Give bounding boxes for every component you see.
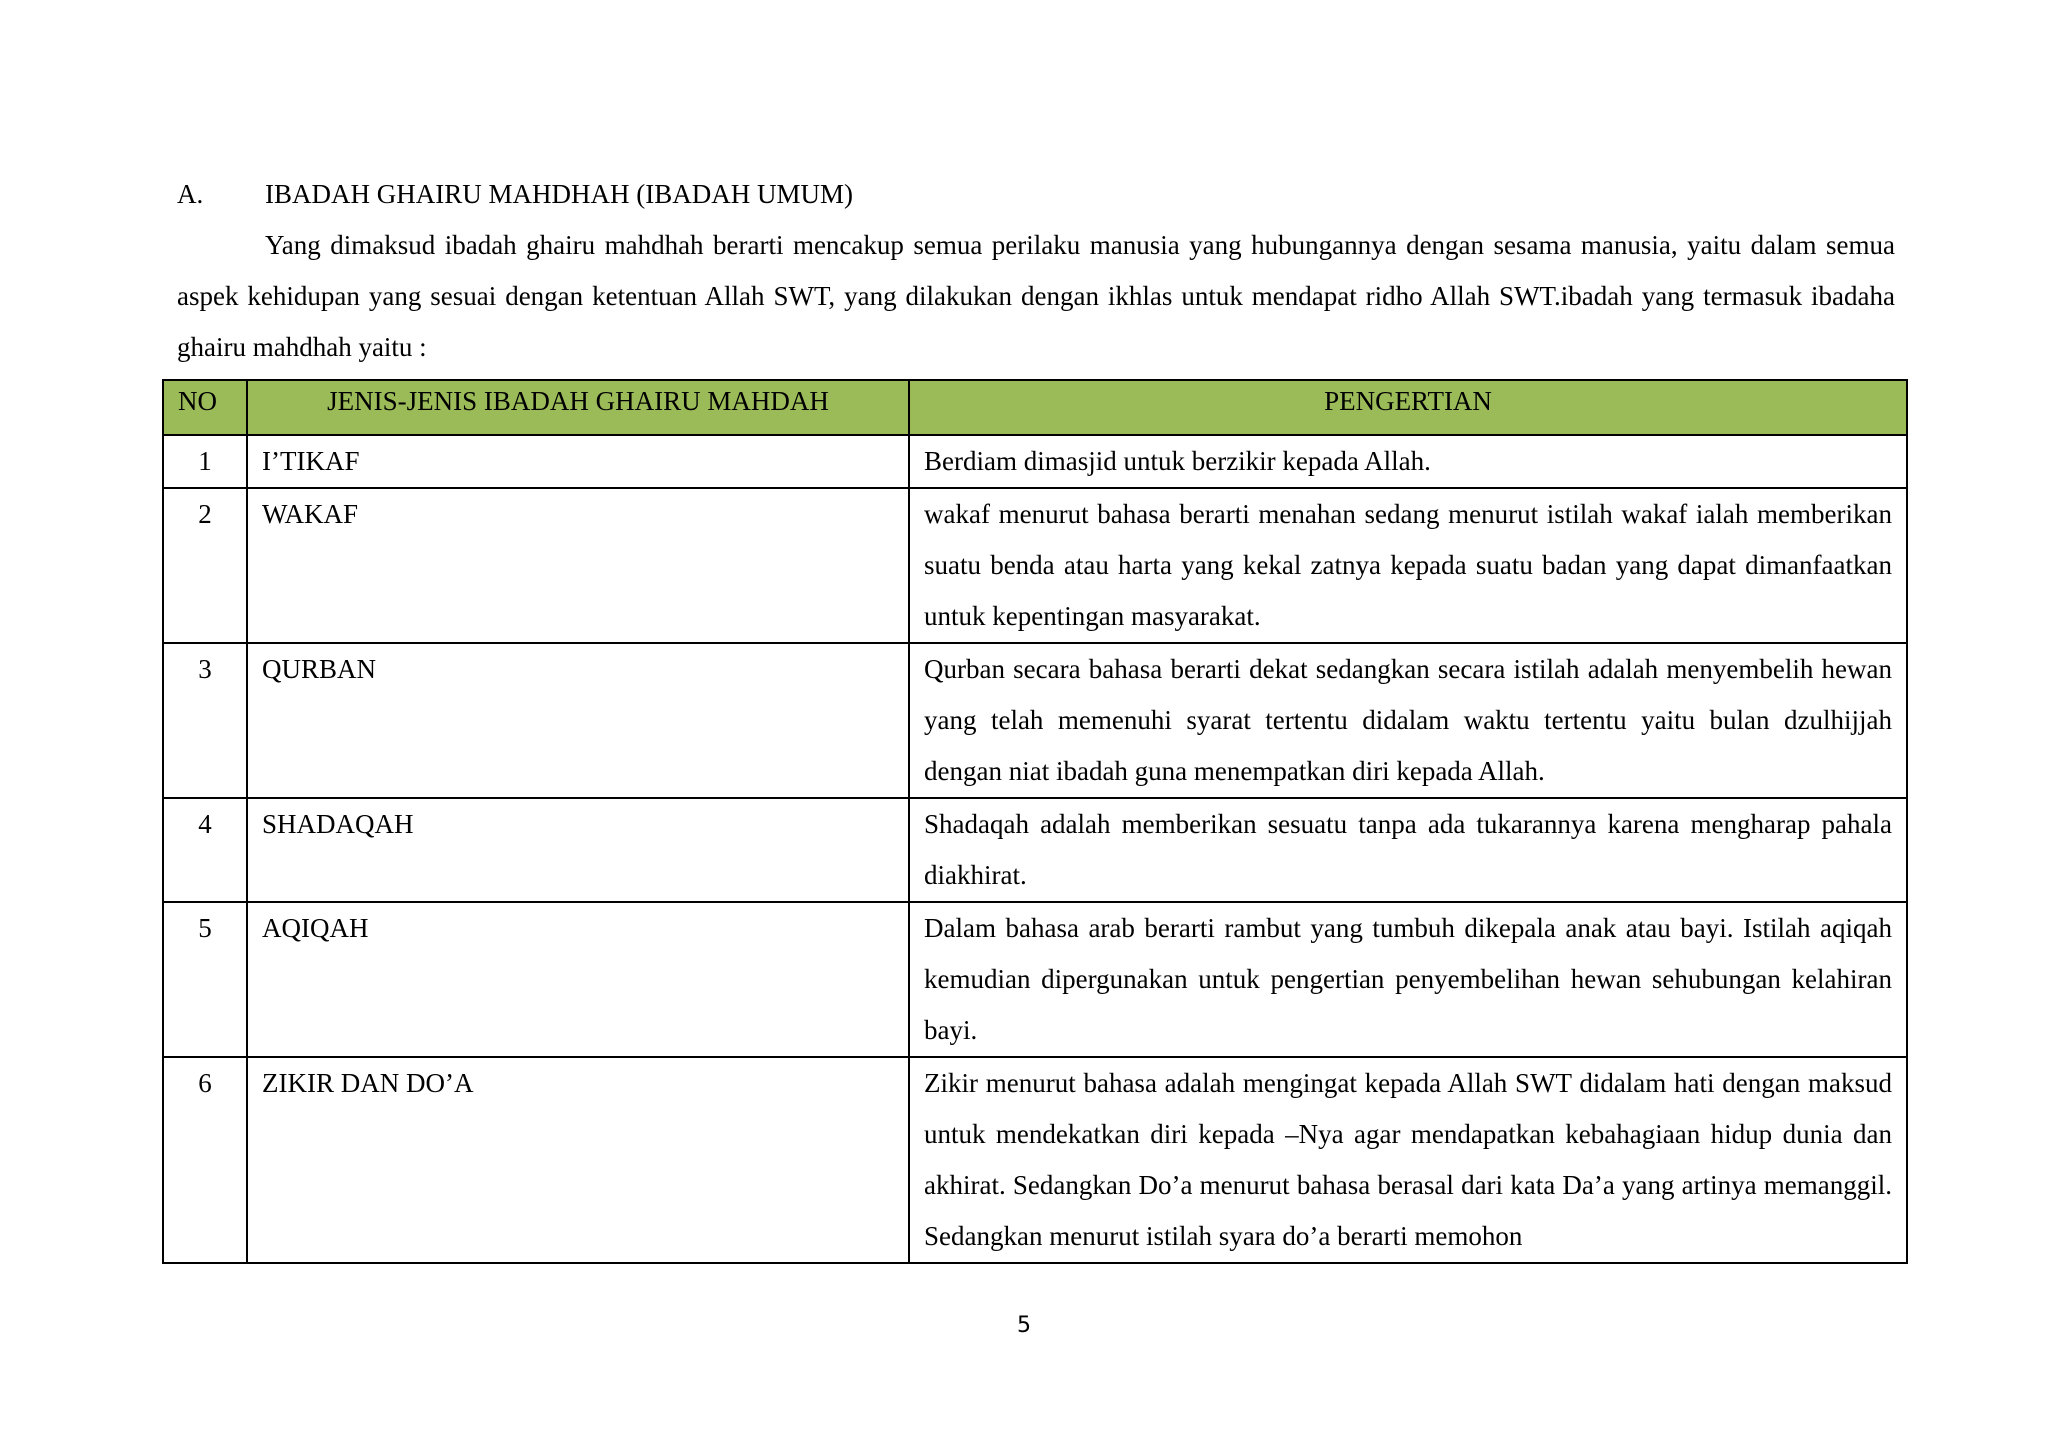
page-number: 5 (1017, 1313, 1031, 1338)
cell-jenis: WAKAF (247, 488, 909, 643)
cell-pengertian: Qurban secara bahasa berarti dekat sedangkan secara istilah adalah menyembelih hewan yang telah memenuhi syarat tertentu didalam waktu tertentu yaitu bulan dzulhijjah dengan niat ibadah guna menempatkan diri kepada Allah. (909, 643, 1907, 798)
cell-pengertian: Zikir menurut bahasa adalah mengingat kepada Allah SWT didalam hati dengan maksud untuk mendekatkan diri kepada –Nya agar mendapatkan kebahagiaan hidup dunia dan akhirat. Sedangkan Do’a menurut bahasa berasal dari kata Da’a yang artinya memanggil. Sedangkan menurut istilah syara do’a berarti memohon (909, 1057, 1907, 1263)
cell-no: 5 (163, 902, 247, 1057)
section-title: IBADAH GHAIRU MAHDHAH (IBADAH UMUM) (265, 179, 853, 209)
intro-paragraph: Yang dimaksud ibadah ghairu mahdhah berarti mencakup semua perilaku manusia yang hubungannya dengan sesama manusia, yaitu dalam semua aspek kehidupan yang sesuai dengan ketentuan Allah SWT, yang dilakukan dengan ikhlas untuk mendapat ridho Allah SWT.ibadah yang termasuk ibadaha ghairu mahdhah yaitu : (177, 230, 1895, 362)
cell-pengertian: Shadaqah adalah memberikan sesuatu tanpa ada tukarannya karena mengharap pahala diakhirat. (909, 798, 1907, 902)
table-row (163, 488, 1907, 643)
cell-no: 6 (163, 1057, 247, 1263)
cell-jenis: AQIQAH (247, 902, 909, 1057)
cell-no: 2 (163, 488, 247, 643)
cell-jenis: QURBAN (247, 643, 909, 798)
table-row (163, 643, 1907, 798)
cell-pengertian: Berdiam dimasjid untuk berzikir kepada Allah. (909, 435, 1907, 488)
section-heading (177, 174, 853, 214)
table-row (163, 1057, 1907, 1263)
cell-pengertian: wakaf menurut bahasa berarti menahan sedang menurut istilah wakaf ialah memberikan suatu benda atau harta yang kekal zatnya kepada suatu badan yang dapat dimanfaatkan untuk kepentingan masyarakat. (909, 488, 1907, 643)
header-jenis: JENIS-JENIS IBADAH GHAIRU MAHDAH (247, 380, 909, 435)
table-row (163, 798, 1907, 902)
cell-pengertian: Dalam bahasa arab berarti rambut yang tumbuh dikepala anak atau bayi. Istilah aqiqah kemudian dipergunakan untuk pengertian penyembelihan hewan sehubungan kelahiran bayi. (909, 902, 1907, 1057)
table-row (163, 902, 1907, 1057)
table-header-row (163, 380, 1907, 435)
header-pengertian: PENGERTIAN (909, 380, 1907, 435)
cell-jenis: ZIKIR DAN DO’A (247, 1057, 909, 1263)
cell-no: 4 (163, 798, 247, 902)
cell-jenis: SHADAQAH (247, 798, 909, 902)
cell-no: 3 (163, 643, 247, 798)
section-number: A. (177, 179, 204, 209)
header-no: NO (163, 380, 247, 435)
cell-jenis: I’TIKAF (247, 435, 909, 488)
ibadah-table (162, 379, 1908, 1264)
table-row (163, 435, 1907, 488)
cell-no: 1 (163, 435, 247, 488)
